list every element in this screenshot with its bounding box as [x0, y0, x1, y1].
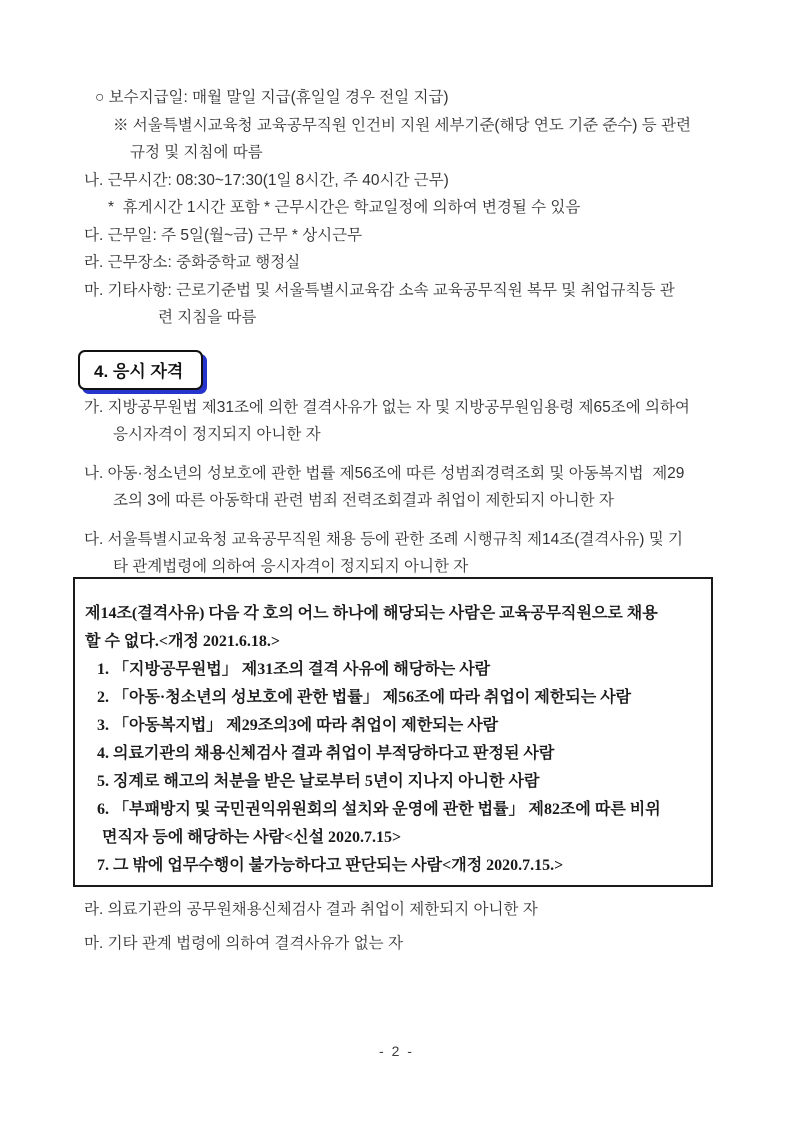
- page-number: - 2 -: [379, 1043, 414, 1059]
- law-article14-box: [73, 577, 713, 887]
- eligibility-item-ra: 라. 의료기관의 공무원채용신체검사 결과 취업이 제한되지 아니한 자: [84, 901, 538, 918]
- etc-matters-line1: 마. 기타사항: 근로기준법 및 서울특별시교육감 소속 교육공무직원 복무 및 취업규칙등 관: [84, 281, 675, 299]
- eligibility-item-ga: [0, 394, 793, 448]
- eligibility-item-na: [0, 460, 793, 514]
- eligibility-item-ma: 마. 기타 관계 법령에 의하여 결격사유가 없는 자: [84, 935, 403, 952]
- eligibility-item-da-line1: 다. 서울특별시교육청 교육공무직원 채용 등에 관한 조례 시행규칙 제14조(결격사유) 및 기: [84, 531, 683, 548]
- law-item-6-line1: 6. 「부패방지 및 국민권익위원회의 설치와 운영에 관한 법률」 제82조에 따른 비위: [97, 801, 661, 818]
- law-article-label: 제14조(결격사유): [85, 605, 205, 622]
- law-intro-line1-rest: 다음 각 호의 어느 하나에 해당되는 사람은 교육공무직원으로 채용: [204, 605, 658, 622]
- eligibility-item-na-line2: 조의 3에 따른 아동학대 관련 범죄 전력조회결과 취업이 제한되지 아니한 자: [113, 492, 614, 509]
- law-intro-line1: [85, 600, 701, 628]
- eligibility-item-na-line1: 나. 아동·청소년의 성보호에 관한 법률 제56조에 따른 성범죄경력조회 및 아동복지법 제29: [84, 465, 685, 482]
- law-item-7: 7. 그 밖에 업무수행이 불가능하다고 판단되는 사람<개정 2020.7.15.>: [97, 857, 564, 874]
- law-item-4: 4. 의료기관의 채용신체검사 결과 취업이 부적당하다고 판정된 사람: [97, 745, 555, 762]
- budget-note-line1: ※ 서울특별시교육청 교육공무직원 인건비 지원 세부기준(해당 연도 기준 준수) 등 관련: [113, 116, 691, 134]
- etc-matters-line2: 련 지침을 따름: [158, 309, 257, 326]
- eligibility-item-da: [0, 526, 793, 580]
- pay-date-line: ○ 보수지급일: 매월 말일 지급(휴일일 경우 전일 지급): [95, 89, 449, 106]
- eligibility-item-ga-line2: 응시자격이 정지되지 아니한 자: [113, 426, 321, 443]
- eligibility-item-ga-line1: 가. 지방공무원법 제31조에 의한 결격사유가 없는 자 및 지방공무원임용령 제65조에 의하여: [84, 399, 690, 416]
- work-conditions-block: [0, 84, 793, 332]
- eligibility-item-da-line2: 타 관계법령에 의하여 응시자격이 정지되지 아니한 자: [113, 558, 469, 575]
- closing-items-block: [0, 896, 793, 957]
- law-item-6-line2: 면직자 등에 해당하는 사람<신설 2020.7.15>: [102, 829, 402, 846]
- budget-note-line2: 규정 및 지침에 따름: [130, 144, 263, 161]
- law-intro-line2: 할 수 없다.<개정 2021.6.18.>: [85, 633, 280, 650]
- law-item-5: 5. 징계로 해고의 처분을 받은 날로부터 5년이 지나지 아니한 사람: [97, 773, 540, 790]
- section-heading-eligibility: 4. 응시 자격: [78, 350, 203, 390]
- law-item-3: 3. 「아동복지법」 제29조의3에 따라 취업이 제한되는 사람: [97, 717, 499, 734]
- work-days-line: 다. 근무일: 주 5일(월~금) 근무 * 상시근무: [84, 226, 363, 244]
- work-hours-note-line: * 휴게시간 1시간 포함 * 근무시간은 학교일정에 의하여 변경될 수 있음: [108, 199, 581, 216]
- law-item-2: 2. 「아동·청소년의 성보호에 관한 법률」 제56조에 따라 취업이 제한되는 사람: [97, 689, 632, 706]
- page-footer: [0, 1043, 793, 1061]
- law-item-1: 1. 「지방공무원법」 제31조의 결격 사유에 해당하는 사람: [97, 661, 491, 678]
- work-place-line: 라. 근무장소: 중화중학교 행정실: [84, 254, 301, 271]
- work-hours-line: 나. 근무시간: 08:30~17:30(1일 8시간, 주 40시간 근무): [84, 171, 449, 189]
- eligibility-items-block: [0, 394, 793, 592]
